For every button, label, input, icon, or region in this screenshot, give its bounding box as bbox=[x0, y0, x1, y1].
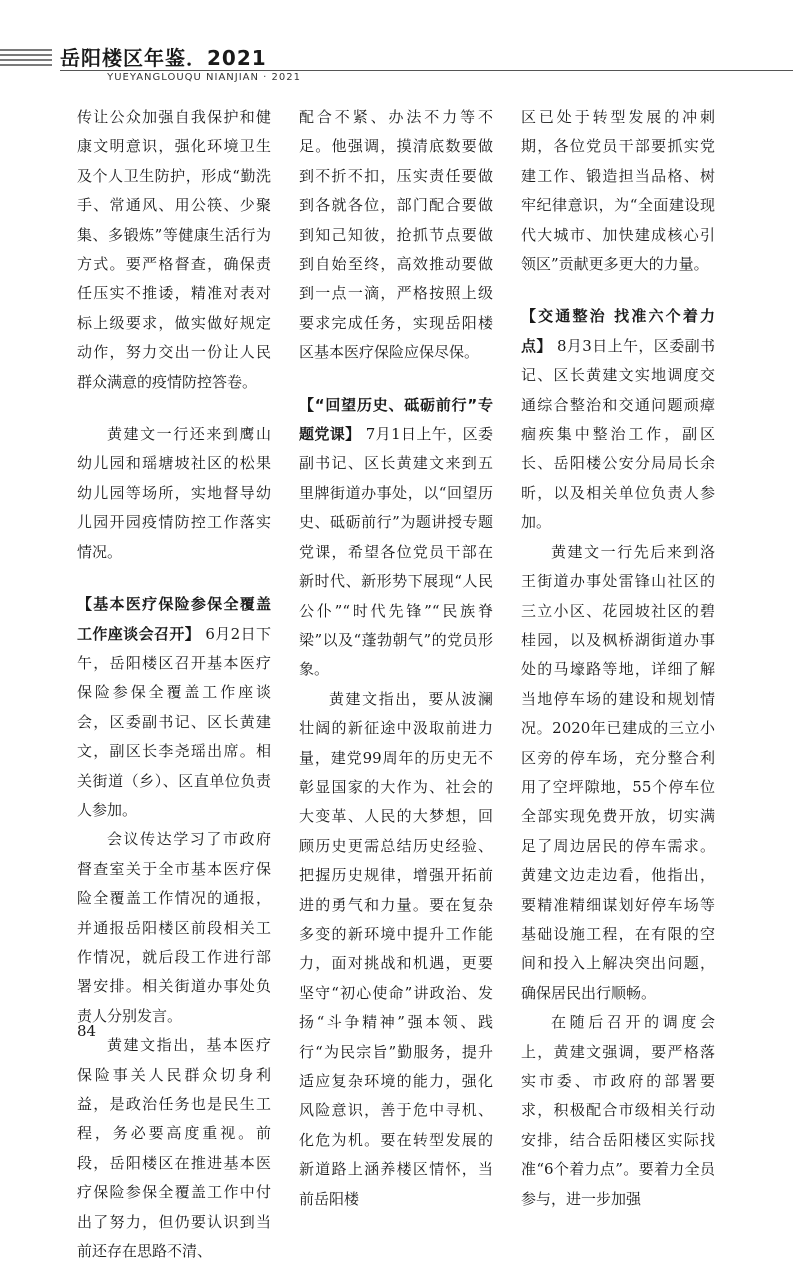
news-item bbox=[299, 391, 493, 685]
yearbook-subtitle: YUEYANGLOUQU NIANJIAN · 2021 bbox=[107, 72, 301, 83]
yearbook-title: 岳阳楼区年鉴．2021 bbox=[60, 46, 267, 70]
text-column-3 bbox=[521, 103, 715, 1214]
paragraph: 7月1日上午，区委副书记、区长黄建文来到五里牌街道办事处，以“回望历史、砥砺前行”为题讲授专题党课，希望各位党员干部在新时代、新形势下展现“人民公仆”“时代先锋”“民族脊梁”以及“蓬勃朝气”的党员形象。 bbox=[299, 425, 493, 679]
news-item bbox=[521, 302, 715, 537]
page-number: 84 bbox=[77, 1022, 97, 1040]
paragraph: 6月2日下午，岳阳楼区召开基本医疗保险参保全覆盖工作座谈会，区委副书记、区长黄建文，副区长李尧瑶出席。相关街道（乡）、区直单位负责人参加。 bbox=[77, 624, 271, 819]
paragraph: 黄建文一行先后来到洛王街道办事处雷锋山社区的三立小区、花园坡社区的碧桂园，以及枫桥湖街道办事处的马壕路等地，详细了解当地停车场的建设和规划情况。2020年已建成的三立小区旁的停车场，充分整合利用了空坪隙地，55个停车位全部实现免费开放，切实满足了周边居民的停车需求。黄建文边走边看，他指出，要精准精细谋划好停车场等基础设施工程，在有限的空间和投入上解决突出问题，确保居民出行顺畅。 bbox=[521, 542, 715, 1002]
paragraph: 在随后召开的调度会上，黄建文强调，要严格落实市委、市政府的部署要求，积极配合市级相关行动安排，结合岳阳楼区实际找准“6个着力点”。要着力全员参与，进一步加强 bbox=[521, 1013, 715, 1208]
text-column-2 bbox=[299, 103, 493, 1214]
paragraph: 区已处于转型发展的冲刺期，各位党员干部要抓实党建工作、锻造担当品格、树牢纪律意识，为“全面建设现代大城市、加快建成核心引领区”贡献更多更大的力量。 bbox=[521, 108, 715, 274]
text-column-1 bbox=[77, 103, 271, 1266]
news-heading: 【“回望历史、砥砺前行”专题党课】 bbox=[299, 395, 493, 444]
paragraph: 8月3日上午，区委副书记、区长黄建文实地调度交通综合整治和交通问题顽瘴痼疾集中整治工作，副区长、岳阳楼公安分局局长余昕，以及相关单位负责人参加。 bbox=[521, 336, 715, 532]
news-item bbox=[77, 590, 271, 825]
news-heading: 【交通整治 找准六个着力点】 bbox=[521, 307, 715, 355]
header-decoration-lines bbox=[0, 49, 52, 69]
running-header bbox=[0, 40, 793, 90]
paragraph: 黄建文一行还来到鹰山幼儿园和瑶塘坡社区的松果幼儿园等场所，实地督导幼儿园开园疫情防控工作落实情况。 bbox=[77, 425, 271, 561]
paragraph: 会议传达学习了市政府督查室关于全市基本医疗保险全覆盖工作情况的通报，并通报岳阳楼区前段相关工作情况，就后段工作进行部署安排。相关街道办事处负责人分别发言。 bbox=[77, 830, 271, 1025]
news-heading: 【基本医疗保险参保全覆盖工作座谈会召开】 bbox=[77, 595, 271, 643]
paragraph: 配合不紧、办法不力等不足。他强调，摸清底数要做到不折不扣，压实责任要做到各就各位，部门配合要做到知己知彼，抢抓节点要做到自始至终，高效推动要做到一点一滴，严格按照上级要求完成任务，实现岳阳楼区基本医疗保险应保尽保。 bbox=[299, 108, 493, 362]
header-rule bbox=[60, 70, 793, 71]
paragraph: 黄建文指出，基本医疗保险事关人民群众切身利益，是政治任务也是民生工程，务必要高度重视。前段，岳阳楼区在推进基本医疗保险参保全覆盖工作中付出了努力，但仍要认识到当前还存在思路不清、 bbox=[77, 1036, 271, 1261]
paragraph: 黄建文指出，要从波澜壮阔的新征途中汲取前进力量，建党99周年的历史无不彰显国家的大作为、社会的大变革、人民的大梦想，回顾历史更需总结历史经验、把握历史规律，增强开拓前进的勇气和力量。要在复杂多变的新环境中提升工作能力，面对挑战和机遇，更要坚守“初心使命”讲政治、发扬“斗争精神”强本领、践行“为民宗旨”勤服务，提升适应复杂环境的能力，强化风险意识，善于危中寻机、化危为机。要在转型发展的新道路上涵养楼区情怀，当前岳阳楼 bbox=[299, 689, 493, 1208]
paragraph: 传让公众加强自我保护和健康文明意识，强化环境卫生及个人卫生防护，形成“勤洗手、常通风、用公筷、少聚集、多锻炼”等健康生活行为方式。要严格督查，确保责任压实不推诿，精准对表对标上级要求，做实做好规定动作，努力交出一份让人民群众满意的疫情防控答卷。 bbox=[77, 108, 271, 391]
